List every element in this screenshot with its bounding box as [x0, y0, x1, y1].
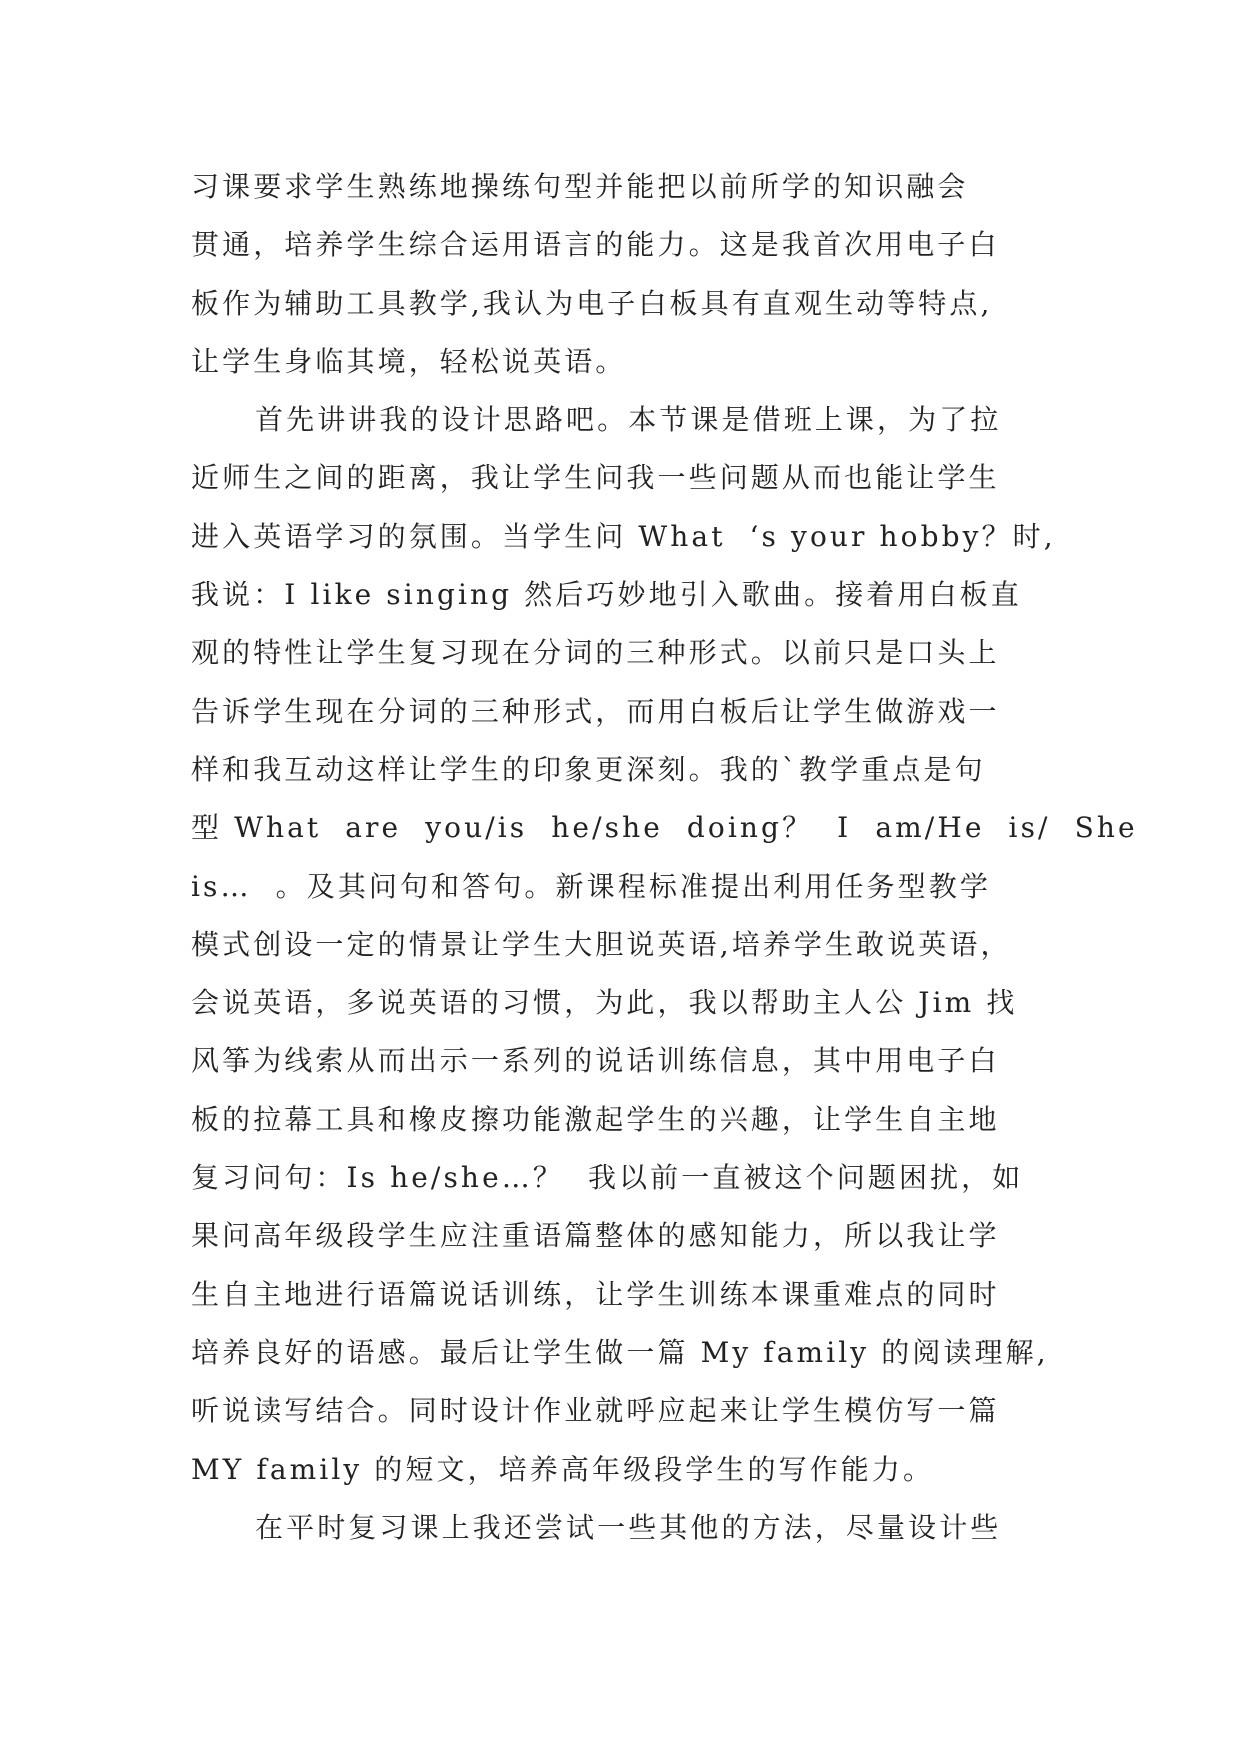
text-line: 我说：I like singing 然后巧妙地引入歌曲。接着用白板直 — [191, 578, 1022, 612]
text-line: 板的拉幕工具和橡皮擦功能激起学生的兴趣，让学生自主地 — [191, 1102, 1000, 1136]
text-line: 进入英语学习的氛围。当学生问 What ‘s your hobby？时, — [191, 519, 1056, 553]
text-line: 习课要求学生熟练地操练句型并能把以前所学的知识融会 — [191, 170, 969, 203]
text-line: is… 。及其问句和答句。新课程标准提出利用任务型教学 — [191, 869, 991, 903]
text-line: 果问高年级段学生应注重语篇整体的感知能力，所以我让学 — [191, 1219, 1000, 1253]
text-line: 让学生身临其境，轻松说英语。 — [191, 344, 627, 378]
text-line: 生自主地进行语篇说话训练，让学生训练本课重难点的同时 — [191, 1277, 1000, 1311]
text-line: 观的特性让学生复习现在分词的三种形式。以前只是口头上 — [191, 636, 1000, 670]
text-line: 样和我互动这样让学生的印象更深刻。我的`教学重点是句 — [191, 752, 986, 786]
text-line: 告诉学生现在分词的三种形式，而用白板后让学生做游戏一 — [191, 694, 1000, 728]
paragraph — [191, 1499, 1091, 1557]
text-line: 板作为辅助工具教学,我认为电子白板具有直观生动等特点, — [191, 286, 993, 320]
text-line: 培养良好的语感。最后让学生做一篇 My family 的阅读理解, — [191, 1335, 1049, 1369]
text-line: 模式创设一定的情景让学生大胆说英语,培养学生敢说英语， — [191, 927, 1012, 961]
body-text — [191, 158, 1138, 1557]
text-line: 型 What are you/is he/she doing？ I am/He is/ She — [191, 811, 1138, 845]
paragraph — [191, 391, 1138, 1499]
text-line: 复习问句：Is he/she…？ 我以前一直被这个问题困扰，如 — [191, 1161, 1024, 1195]
text-line: 首先讲讲我的设计思路吧。本节课是借班上课，为了拉 — [255, 403, 1002, 437]
paragraph — [191, 158, 1091, 391]
text-line: 会说英语，多说英语的习惯，为此，我以帮助主人公 Jim 找 — [191, 986, 1018, 1020]
text-line: 在平时复习课上我还尝试一些其他的方法，尽量设计些 — [255, 1510, 1002, 1544]
text-line: 贯通，培养学生综合运用语言的能力。这是我首次用电子白 — [191, 228, 1000, 262]
text-line: 风筝为线索从而出示一系列的说话训练信息，其中用电子白 — [191, 1044, 1000, 1078]
text-line: 听说读写结合。同时设计作业就呼应起来让学生模仿写一篇 — [191, 1394, 1000, 1428]
text-line: 近师生之间的距离，我让学生问我一些问题从而也能让学生 — [191, 461, 1000, 495]
text-line: MY family 的短文，培养高年级段学生的写作能力。 — [191, 1452, 935, 1486]
